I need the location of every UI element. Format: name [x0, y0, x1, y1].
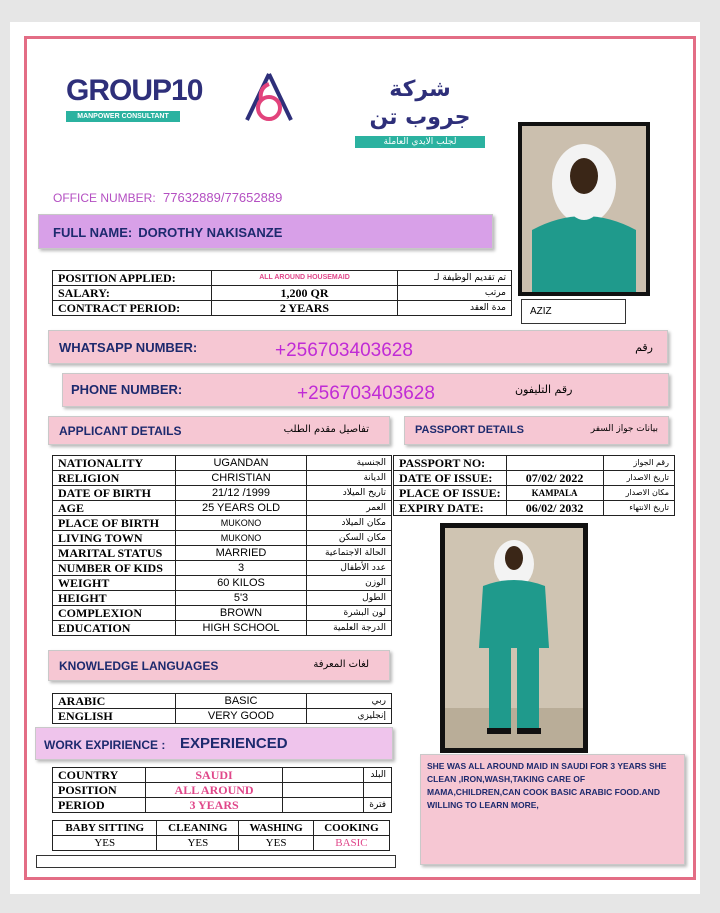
arabic-logo [355, 76, 485, 148]
position-ar: تم تقديم الوظيفة لـ [398, 271, 512, 286]
applicant-row-value: 3 [176, 561, 307, 576]
salary-ar: مرتب [398, 286, 512, 301]
table-row [53, 486, 392, 501]
applicant-row-ar: الجنسية [307, 456, 392, 471]
group10-logo [66, 74, 203, 122]
full-name-banner [38, 214, 493, 249]
experience-ar [364, 783, 392, 798]
phone-label: PHONE NUMBER: [71, 382, 183, 397]
skill-value: BASIC [313, 836, 389, 851]
passport-row-value: KAMPALA [506, 486, 603, 501]
passport-details-label: PASSPORT DETAILS [415, 424, 524, 436]
applicant-row-ar: الوزن [307, 576, 392, 591]
applicant-photo-full [440, 523, 588, 753]
whatsapp-banner [48, 330, 668, 364]
skill-header: CLEANING [157, 821, 239, 836]
agent-name: AZIZ [530, 306, 552, 317]
table-row [53, 694, 392, 709]
full-name-label: FULL NAME: [53, 225, 133, 240]
table-row [394, 456, 675, 471]
skill-value: YES [53, 836, 157, 851]
table-row [394, 501, 675, 516]
salary-label: SALARY: [53, 286, 212, 301]
blank-line-box [36, 855, 396, 868]
experience-value: 3 YEARS [145, 798, 282, 813]
passport-row-label: EXPIRY DATE: [394, 501, 507, 516]
language-value: BASIC [176, 694, 307, 709]
experience-table [52, 767, 392, 813]
position-value: ALL AROUND HOUSEMAID [212, 271, 398, 286]
table-row [53, 501, 392, 516]
phone-banner [62, 373, 669, 407]
applicant-row-value: UGANDAN [176, 456, 307, 471]
experience-value: ALL AROUND [145, 783, 282, 798]
skills-table [52, 820, 390, 851]
experience-ar: البلد [364, 768, 392, 783]
office-label: OFFICE NUMBER: [53, 191, 156, 205]
applicant-row-value: BROWN [176, 606, 307, 621]
applicant-photo-portrait [518, 122, 650, 296]
remarks-box [420, 754, 685, 865]
table-row [53, 783, 392, 798]
applicant-table [52, 455, 392, 636]
whatsapp-ar: رقم [635, 341, 653, 354]
table-row [53, 271, 512, 286]
passport-details-header [404, 416, 669, 445]
applicant-row-ar: الحالة الاجتماعية [307, 546, 392, 561]
skill-header: WASHING [239, 821, 314, 836]
applicant-row-label: NUMBER OF KIDS [53, 561, 176, 576]
table-row [53, 531, 392, 546]
passport-row-ar: تاريخ الانتهاء [603, 501, 674, 516]
table-row [53, 709, 392, 724]
logo-ar-main-text: شركة جروب تن [369, 77, 471, 130]
table-row [53, 798, 392, 813]
full-body-image [445, 528, 583, 748]
skill-header: COOKING [313, 821, 389, 836]
applicant-row-value: 21/12 /1999 [176, 486, 307, 501]
applicant-row-label: MARITAL STATUS [53, 546, 176, 561]
experience-label: COUNTRY [53, 768, 146, 783]
experience-value: SAUDI [145, 768, 282, 783]
languages-label: KNOWLEDGE LANGUAGES [59, 659, 219, 673]
applicant-row-ar: العمر [307, 501, 392, 516]
experience-ar: فترة [364, 798, 392, 813]
work-experience-banner [35, 727, 393, 760]
remarks-text: SHE WAS ALL AROUND MAID IN SAUDI FOR 3 YEARS SHE CLEAN ,IRON,WASH,TAKING CARE OF MAMA,CHILDREN,CAN COOK BASIC ARABIC FOOD.AND WILLING TO LEARN MORE, [427, 761, 667, 810]
work-label: WORK EXPIRIENCE : [44, 738, 166, 752]
languages-ar: لغات المعرفة [313, 659, 369, 670]
whatsapp-label: WHATSAPP NUMBER: [59, 340, 198, 355]
table-row [394, 471, 675, 486]
salary-value: 1,200 QR [212, 286, 398, 301]
logo-main-text: GROUP10 [66, 74, 203, 107]
table-row [53, 546, 392, 561]
applicant-row-ar: تاريخ الميلاد [307, 486, 392, 501]
table-row [53, 576, 392, 591]
experience-label: POSITION [53, 783, 146, 798]
table-row [53, 286, 512, 301]
applicant-row-value: 60 KILOS [176, 576, 307, 591]
table-row [53, 561, 392, 576]
contract-label: CONTRACT PERIOD: [53, 301, 212, 316]
table-row [53, 621, 392, 636]
passport-row-ar: مكان الاصدار [603, 486, 674, 501]
table-row [53, 516, 392, 531]
applicant-row-label: WEIGHT [53, 576, 176, 591]
table-row [53, 606, 392, 621]
applicant-row-value: CHRISTIAN [176, 471, 307, 486]
applicant-row-value: 25 YEARS OLD [176, 501, 307, 516]
languages-table [52, 693, 392, 724]
whatsapp-value: +256703403628 [275, 340, 413, 361]
passport-row-label: PLACE OF ISSUE: [394, 486, 507, 501]
applicant-details-ar: تفاصيل مقدم الطلب [283, 424, 369, 435]
applicant-row-label: LIVING TOWN [53, 531, 176, 546]
applicant-details-label: APPLICANT DETAILS [59, 424, 182, 438]
skill-value: YES [239, 836, 314, 851]
work-value: EXPERIENCED [180, 735, 288, 752]
applicant-row-ar: الطول [307, 591, 392, 606]
table-row [53, 301, 512, 316]
contract-value: 2 YEARS [212, 301, 398, 316]
language-label: ENGLISH [53, 709, 176, 724]
skill-value: YES [157, 836, 239, 851]
applicant-row-ar: عدد الأطفال [307, 561, 392, 576]
phone-ar: رقم التليفون [515, 383, 573, 396]
passport-table [393, 455, 675, 516]
agent-box [521, 299, 626, 324]
applicant-row-label: NATIONALITY [53, 456, 176, 471]
phone-value: +256703403628 [297, 383, 435, 404]
logo-ar-sub-text: لجلب الايدي العاملة [355, 136, 485, 148]
office-number [53, 190, 282, 205]
experience-label: PERIOD [53, 798, 146, 813]
passport-row-ar: تاريخ الاصدار [603, 471, 674, 486]
passport-row-label: DATE OF ISSUE: [394, 471, 507, 486]
table-row [53, 591, 392, 606]
position-table [52, 270, 512, 316]
language-ar: ربي [307, 694, 392, 709]
passport-row-value [506, 456, 603, 471]
applicant-row-label: EDUCATION [53, 621, 176, 636]
applicant-row-ar: مكان السكن [307, 531, 392, 546]
table-row [53, 836, 390, 851]
portrait-image [522, 126, 646, 292]
applicant-details-header [48, 416, 390, 445]
table-row [53, 456, 392, 471]
language-ar: إنجليزي [307, 709, 392, 724]
applicant-row-value: 5'3 [176, 591, 307, 606]
experience-blank [283, 768, 364, 783]
applicant-row-value: MUKONO [176, 531, 307, 546]
passport-row-value: 06/02/ 2032 [506, 501, 603, 516]
applicant-row-value: MARRIED [176, 546, 307, 561]
applicant-row-label: AGE [53, 501, 176, 516]
passport-row-label: PASSPORT NO: [394, 456, 507, 471]
passport-details-ar: بيانات جواز السفر [590, 424, 658, 434]
applicant-row-label: HEIGHT [53, 591, 176, 606]
applicant-row-value: MUKONO [176, 516, 307, 531]
table-row [394, 486, 675, 501]
table-row [53, 471, 392, 486]
table-row [53, 768, 392, 783]
applicant-row-ar: الدرجة العلمية [307, 621, 392, 636]
position-label: POSITION APPLIED: [53, 271, 212, 286]
applicant-row-label: PLACE OF BIRTH [53, 516, 176, 531]
applicant-row-label: COMPLEXION [53, 606, 176, 621]
contract-ar: مدة العقد [398, 301, 512, 316]
logo-sub-text: MANPOWER CONSULTANT [66, 111, 180, 122]
experience-blank [283, 798, 364, 813]
experience-blank [283, 783, 364, 798]
applicant-row-ar: مكان الميلاد [307, 516, 392, 531]
full-name-value: DOROTHY NAKISANZE [138, 225, 283, 240]
languages-header [48, 650, 390, 681]
passport-row-value: 07/02/ 2022 [506, 471, 603, 486]
triangle-logo-icon [243, 70, 295, 126]
skill-header: BABY SITTING [53, 821, 157, 836]
language-value: VERY GOOD [176, 709, 307, 724]
passport-row-ar: رقم الجواز [603, 456, 674, 471]
applicant-row-label: DATE OF BIRTH [53, 486, 176, 501]
language-label: ARABIC [53, 694, 176, 709]
office-value: 77632889/77652889 [163, 190, 283, 205]
applicant-row-ar: الديانة [307, 471, 392, 486]
applicant-row-label: RELIGION [53, 471, 176, 486]
applicant-row-value: HIGH SCHOOL [176, 621, 307, 636]
applicant-row-ar: لون البشرة [307, 606, 392, 621]
table-row [53, 821, 390, 836]
